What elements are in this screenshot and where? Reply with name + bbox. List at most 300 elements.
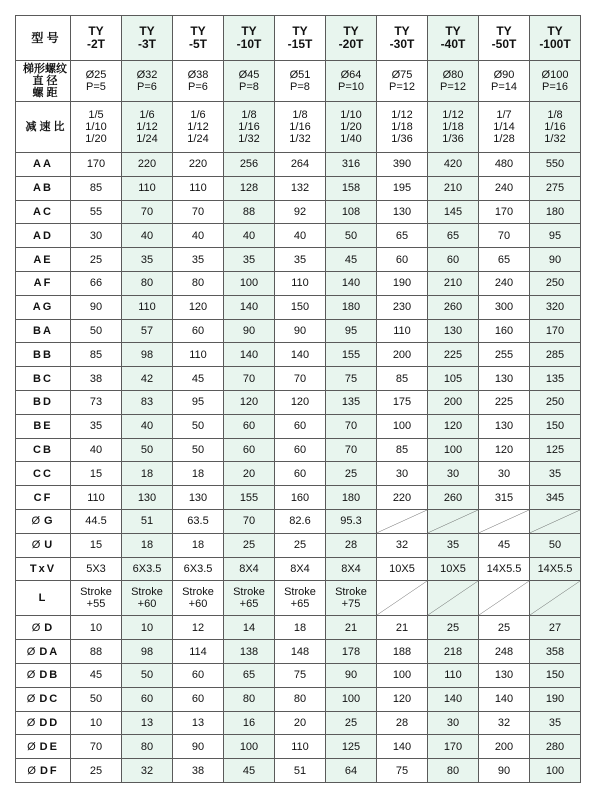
table-cell: 35	[530, 462, 581, 486]
diameter-symbol: Ø	[31, 515, 40, 528]
table-cell: 110	[71, 486, 122, 510]
row-label-text: DA	[39, 645, 60, 658]
table-row	[16, 581, 581, 616]
screw-cell: Ø32 P=6	[122, 61, 173, 102]
table-cell: 135	[530, 367, 581, 391]
table-cell: 6X3.5	[122, 557, 173, 581]
table-cell: 80	[224, 687, 275, 711]
row-label-text: DB	[39, 669, 60, 682]
table-cell: 28	[326, 533, 377, 557]
table-row	[16, 319, 581, 343]
row-label-text: AG	[32, 301, 54, 314]
table-cell: 138	[224, 640, 275, 664]
table-cell: 100	[428, 438, 479, 462]
screw-label: 梯形螺纹 直 径 螺 距	[16, 61, 71, 102]
table-row	[16, 640, 581, 664]
table-row	[16, 295, 581, 319]
table-row	[16, 462, 581, 486]
ratio-row	[16, 102, 581, 153]
table-cell: 180	[530, 200, 581, 224]
table-cell: 6X3.5	[173, 557, 224, 581]
table-cell: 110	[173, 176, 224, 200]
table-cell: 240	[479, 271, 530, 295]
table-cell: 38	[71, 367, 122, 391]
table-cell: 150	[275, 295, 326, 319]
table-cell: 5X3	[71, 557, 122, 581]
table-cell: 250	[530, 271, 581, 295]
table-cell: 57	[122, 319, 173, 343]
table-cell: 100	[224, 735, 275, 759]
table-cell: 110	[377, 319, 428, 343]
table-cell: 200	[377, 343, 428, 367]
diameter-symbol: Ø	[31, 621, 41, 634]
row-label-text: BB	[33, 348, 53, 361]
row-label-text: AD	[33, 229, 53, 242]
table-cell: 316	[326, 153, 377, 177]
table-cell: 50	[326, 224, 377, 248]
table-cell: 225	[479, 390, 530, 414]
table-cell: 160	[275, 486, 326, 510]
table-cell: 80	[428, 759, 479, 783]
empty-cell	[377, 509, 428, 533]
model-header: TY -3T	[122, 16, 173, 61]
table-cell: Stroke +65	[224, 581, 275, 616]
table-cell: 170	[479, 200, 530, 224]
table-cell: 160	[479, 319, 530, 343]
table-cell: 25	[326, 711, 377, 735]
table-row	[16, 533, 581, 557]
row-label	[16, 640, 71, 664]
table-cell: 60	[173, 663, 224, 687]
screw-cell: Ø75 P=12	[377, 61, 428, 102]
table-cell: 230	[377, 295, 428, 319]
diameter-symbol: Ø	[27, 764, 36, 777]
table-cell: 92	[275, 200, 326, 224]
table-cell: 16	[224, 711, 275, 735]
table-cell: 10	[71, 616, 122, 640]
row-label-text: BE	[33, 420, 53, 433]
table-cell: 18	[122, 533, 173, 557]
table-row	[16, 248, 581, 272]
table-cell: 51	[275, 759, 326, 783]
row-label	[16, 581, 71, 616]
ratio-label: 减 速 比	[16, 102, 71, 153]
table-cell: 10	[122, 616, 173, 640]
table-cell: 145	[428, 200, 479, 224]
table-cell: 95	[326, 319, 377, 343]
table-row	[16, 759, 581, 783]
table-cell: 40	[275, 224, 326, 248]
diameter-symbol: Ø	[26, 645, 36, 658]
table-cell: 256	[224, 153, 275, 177]
table-cell: 100	[326, 687, 377, 711]
table-cell: 132	[275, 176, 326, 200]
table-cell: 150	[530, 414, 581, 438]
table-cell: 8X4	[275, 557, 326, 581]
row-label	[16, 271, 71, 295]
table-cell: 25	[479, 616, 530, 640]
table-cell: 40	[122, 224, 173, 248]
table-cell: 315	[479, 486, 530, 510]
table-cell: 90	[326, 663, 377, 687]
table-cell: 110	[275, 735, 326, 759]
table-cell: 30	[428, 462, 479, 486]
table-cell: 30	[71, 224, 122, 248]
ratio-cell: 1/5 1/10 1/20	[71, 102, 122, 153]
table-cell: 95	[530, 224, 581, 248]
model-header: TY -20T	[326, 16, 377, 61]
table-cell: 200	[479, 735, 530, 759]
table-cell: 260	[428, 295, 479, 319]
table-cell: 70	[71, 735, 122, 759]
table-cell: 178	[326, 640, 377, 664]
row-label	[16, 224, 71, 248]
row-label	[16, 735, 71, 759]
table-cell: 45	[71, 663, 122, 687]
table-cell: 80	[275, 687, 326, 711]
table-cell: 60	[224, 438, 275, 462]
table-cell: 120	[428, 414, 479, 438]
table-cell: 130	[173, 486, 224, 510]
empty-slash-icon	[428, 581, 478, 615]
table-cell: 15	[71, 533, 122, 557]
row-label	[16, 295, 71, 319]
table-cell: 180	[326, 295, 377, 319]
table-cell: 70	[326, 438, 377, 462]
table-cell: 35	[173, 248, 224, 272]
table-cell: 70	[479, 224, 530, 248]
model-header: TY -30T	[377, 16, 428, 61]
header-row	[16, 16, 581, 61]
table-cell: 220	[377, 486, 428, 510]
row-label-text: BA	[33, 324, 53, 337]
table-cell: 100	[530, 759, 581, 783]
model-header: TY -50T	[479, 16, 530, 61]
table-cell: 120	[224, 390, 275, 414]
table-cell: 8X4	[224, 557, 275, 581]
row-label-text: TxV	[29, 562, 57, 575]
screw-cell: Ø45 P=8	[224, 61, 275, 102]
table-cell: 18	[275, 616, 326, 640]
model-header: TY -100T	[530, 16, 581, 61]
table-cell: 50	[122, 438, 173, 462]
table-cell: 60	[428, 248, 479, 272]
table-cell: 45	[479, 533, 530, 557]
table-cell: 100	[224, 271, 275, 295]
row-label	[16, 367, 71, 391]
row-label	[16, 462, 71, 486]
ratio-cell: 1/6 1/12 1/24	[122, 102, 173, 153]
table-cell: Stroke +65	[275, 581, 326, 616]
table-cell: 30	[428, 711, 479, 735]
table-cell: 85	[71, 176, 122, 200]
table-cell: 220	[122, 153, 173, 177]
table-cell: 83	[122, 390, 173, 414]
table-cell: 45	[224, 759, 275, 783]
table-cell: 14X5.5	[479, 557, 530, 581]
row-label	[16, 319, 71, 343]
table-cell: 40	[224, 224, 275, 248]
table-cell: 100	[377, 414, 428, 438]
empty-cell	[479, 581, 530, 616]
table-cell: 70	[224, 509, 275, 533]
row-label-text: BC	[33, 372, 53, 385]
table-cell: 88	[224, 200, 275, 224]
table-cell: 12	[173, 616, 224, 640]
table-cell: 140	[479, 687, 530, 711]
table-cell: 240	[479, 176, 530, 200]
row-label-text: U	[44, 539, 55, 552]
row-label	[16, 759, 71, 783]
table-cell: 130	[479, 663, 530, 687]
table-cell: 35	[122, 248, 173, 272]
row-label-text: AF	[33, 277, 53, 290]
table-cell: 210	[428, 271, 479, 295]
table-cell: 88	[71, 640, 122, 664]
table-cell: 20	[275, 711, 326, 735]
table-cell: 51	[122, 509, 173, 533]
table-cell: 264	[275, 153, 326, 177]
table-cell: 44.5	[71, 509, 122, 533]
row-label-text: CC	[33, 467, 53, 480]
screw-cell: Ø100 P=16	[530, 61, 581, 102]
table-cell: 98	[122, 343, 173, 367]
table-cell: 8X4	[326, 557, 377, 581]
table-cell: 20	[224, 462, 275, 486]
header-label: 型 号	[16, 16, 71, 61]
empty-cell	[377, 581, 428, 616]
table-row	[16, 153, 581, 177]
table-cell: Stroke +75	[326, 581, 377, 616]
table-cell: 70	[275, 367, 326, 391]
row-label	[16, 438, 71, 462]
table-cell: 25	[224, 533, 275, 557]
table-cell: 21	[377, 616, 428, 640]
row-label-text: AE	[33, 253, 53, 266]
table-cell: 35	[275, 248, 326, 272]
row-label	[16, 533, 71, 557]
table-cell: 130	[428, 319, 479, 343]
table-cell: 14	[224, 616, 275, 640]
table-cell: 95	[173, 390, 224, 414]
table-cell: 65	[377, 224, 428, 248]
table-cell: 130	[377, 200, 428, 224]
table-cell: 320	[530, 295, 581, 319]
screw-cell: Ø51 P=8	[275, 61, 326, 102]
table-cell: 128	[224, 176, 275, 200]
table-cell: 480	[479, 153, 530, 177]
ratio-cell: 1/7 1/14 1/28	[479, 102, 530, 153]
table-row	[16, 687, 581, 711]
table-cell: 32	[377, 533, 428, 557]
screw-cell: Ø25 P=5	[71, 61, 122, 102]
table-cell: 285	[530, 343, 581, 367]
table-cell: 190	[530, 687, 581, 711]
table-row	[16, 414, 581, 438]
table-cell: 135	[326, 390, 377, 414]
table-cell: 65	[479, 248, 530, 272]
table-cell: 70	[122, 200, 173, 224]
table-cell: 105	[428, 367, 479, 391]
table-cell: 80	[173, 271, 224, 295]
table-cell: 75	[377, 759, 428, 783]
table-row	[16, 367, 581, 391]
table-cell: 25	[275, 533, 326, 557]
table-cell: 210	[428, 176, 479, 200]
table-cell: 110	[428, 663, 479, 687]
table-cell: 35	[428, 533, 479, 557]
model-header: TY -40T	[428, 16, 479, 61]
table-cell: 45	[326, 248, 377, 272]
table-cell: 60	[275, 438, 326, 462]
table-cell: 110	[122, 295, 173, 319]
table-cell: 220	[173, 153, 224, 177]
table-cell: 10X5	[377, 557, 428, 581]
table-body	[16, 16, 581, 783]
table-cell: 85	[377, 438, 428, 462]
table-cell: 140	[326, 271, 377, 295]
table-cell: 300	[479, 295, 530, 319]
screw-cell: Ø90 P=14	[479, 61, 530, 102]
table-cell: 140	[377, 735, 428, 759]
ratio-cell: 1/6 1/12 1/24	[173, 102, 224, 153]
table-cell: 140	[224, 295, 275, 319]
ratio-cell: 1/8 1/16 1/32	[224, 102, 275, 153]
table-cell: 180	[326, 486, 377, 510]
table-cell: 170	[71, 153, 122, 177]
table-cell: 25	[71, 248, 122, 272]
table-cell: 60	[377, 248, 428, 272]
table-cell: 50	[530, 533, 581, 557]
table-cell: 148	[275, 640, 326, 664]
row-label	[16, 663, 71, 687]
table-cell: 120	[275, 390, 326, 414]
table-cell: 66	[71, 271, 122, 295]
model-header: TY -15T	[275, 16, 326, 61]
table-cell: 90	[71, 295, 122, 319]
table-cell: 21	[326, 616, 377, 640]
table-cell: 80	[122, 735, 173, 759]
row-label-text: CF	[33, 491, 53, 504]
table-cell: 70	[173, 200, 224, 224]
table-row	[16, 343, 581, 367]
table-cell: Stroke +55	[71, 581, 122, 616]
ratio-cell: 1/10 1/20 1/40	[326, 102, 377, 153]
table-cell: 60	[173, 319, 224, 343]
table-cell: 60	[122, 687, 173, 711]
table-cell: 155	[326, 343, 377, 367]
empty-cell	[530, 509, 581, 533]
ratio-cell: 1/8 1/16 1/32	[530, 102, 581, 153]
table-row	[16, 390, 581, 414]
table-cell: 30	[479, 462, 530, 486]
diameter-symbol: Ø	[26, 716, 36, 729]
row-label	[16, 248, 71, 272]
table-cell: 60	[275, 414, 326, 438]
table-row	[16, 557, 581, 581]
table-cell: 130	[122, 486, 173, 510]
table-cell: Stroke +60	[122, 581, 173, 616]
diameter-symbol: Ø	[26, 669, 36, 682]
table-cell: 114	[173, 640, 224, 664]
table-cell: 170	[530, 319, 581, 343]
table-cell: 13	[173, 711, 224, 735]
table-cell: 110	[122, 176, 173, 200]
screw-row	[16, 61, 581, 102]
table-row	[16, 271, 581, 295]
row-label	[16, 343, 71, 367]
empty-slash-icon	[479, 510, 529, 533]
table-cell: 50	[173, 414, 224, 438]
table-cell: 75	[326, 367, 377, 391]
table-cell: 70	[326, 414, 377, 438]
table-cell: 50	[173, 438, 224, 462]
table-cell: 60	[275, 462, 326, 486]
row-label-text: BD	[33, 396, 53, 409]
table-cell: 280	[530, 735, 581, 759]
empty-cell	[479, 509, 530, 533]
table-cell: 200	[428, 390, 479, 414]
table-cell: 27	[530, 616, 581, 640]
row-label	[16, 509, 71, 533]
table-cell: 25	[71, 759, 122, 783]
table-cell: 190	[377, 271, 428, 295]
table-cell: 98	[122, 640, 173, 664]
row-label	[16, 711, 71, 735]
table-cell: 50	[122, 663, 173, 687]
table-cell: 42	[122, 367, 173, 391]
row-label-text: CB	[33, 443, 53, 456]
table-cell: 38	[173, 759, 224, 783]
table-cell: 35	[530, 711, 581, 735]
table-cell: 358	[530, 640, 581, 664]
table-cell: 60	[224, 414, 275, 438]
table-cell: 25	[428, 616, 479, 640]
ratio-cell: 1/12 1/18 1/36	[377, 102, 428, 153]
table-cell: 255	[479, 343, 530, 367]
table-cell: 125	[530, 438, 581, 462]
empty-slash-icon	[428, 510, 478, 533]
table-cell: 100	[377, 663, 428, 687]
ratio-cell: 1/12 1/18 1/36	[428, 102, 479, 153]
row-label	[16, 414, 71, 438]
table-cell: 140	[275, 343, 326, 367]
table-cell: 125	[326, 735, 377, 759]
table-cell: 110	[275, 271, 326, 295]
table-cell: 90	[173, 735, 224, 759]
table-cell: 85	[71, 343, 122, 367]
table-row	[16, 176, 581, 200]
row-label-text: DE	[39, 740, 59, 753]
row-label	[16, 176, 71, 200]
table-cell: 64	[326, 759, 377, 783]
table-cell: 130	[479, 414, 530, 438]
table-cell: 32	[122, 759, 173, 783]
screw-cell: Ø64 P=10	[326, 61, 377, 102]
table-cell: 70	[224, 367, 275, 391]
table-cell: 120	[173, 295, 224, 319]
empty-slash-icon	[479, 581, 529, 615]
row-label-text: L	[38, 592, 48, 605]
empty-slash-icon	[530, 581, 580, 615]
row-label	[16, 486, 71, 510]
table-cell: 50	[71, 319, 122, 343]
table-cell: 108	[326, 200, 377, 224]
table-cell: 40	[71, 438, 122, 462]
empty-slash-icon	[377, 581, 427, 615]
table-cell: 550	[530, 153, 581, 177]
row-label-text: D	[44, 621, 55, 634]
